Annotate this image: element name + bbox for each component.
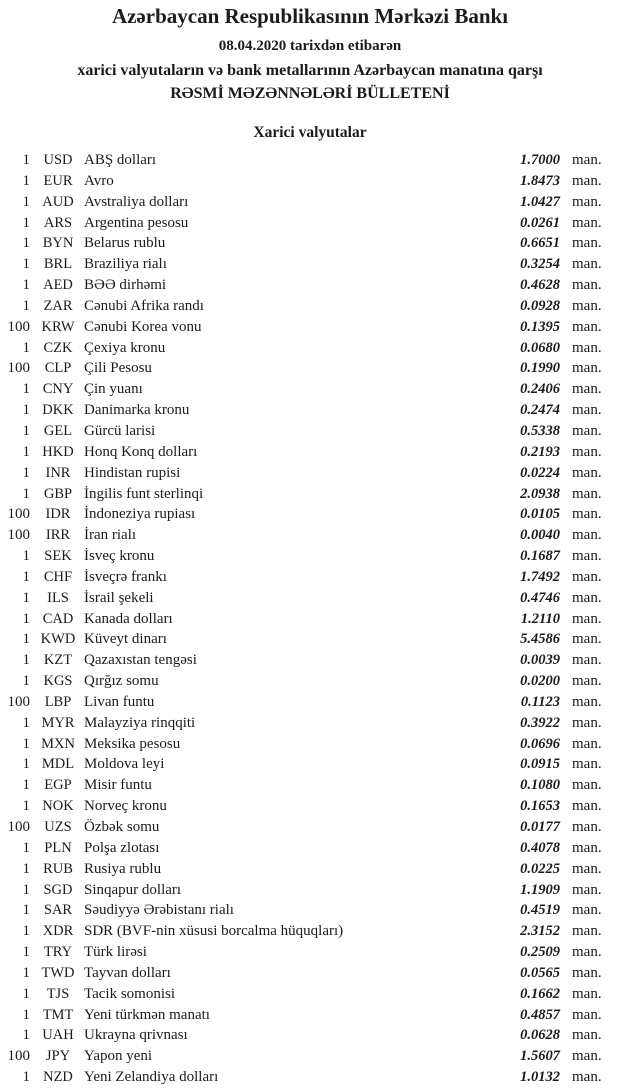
rate-row [0, 713, 620, 734]
rate-row [0, 754, 620, 775]
currency-name: Braziliya rialı [84, 256, 167, 273]
currency-code: CHF [43, 568, 73, 585]
currency-nominal: 100 [7, 360, 30, 377]
manat-unit-label: man. [572, 902, 602, 919]
rate-value: 0.0680 [520, 339, 560, 356]
rate-value: 0.0261 [520, 214, 560, 231]
currency-code: MXN [41, 735, 75, 752]
currency-nominal: 1 [22, 1069, 30, 1086]
manat-unit-label: man. [572, 819, 602, 835]
rate-value: 0.0915 [520, 756, 560, 773]
currency-nominal: 1 [22, 214, 30, 231]
currency-name: Tacik somonisi [84, 985, 176, 1002]
manat-unit-label: man. [572, 339, 602, 356]
manat-unit-label: man. [572, 568, 602, 585]
manat-unit-label: man. [572, 527, 602, 544]
rate-row [0, 442, 620, 463]
currency-name: İran rialı [84, 527, 137, 544]
currency-code: IDR [45, 506, 71, 523]
document-header [0, 0, 620, 103]
manat-unit-label: man. [572, 693, 602, 710]
currency-code: HKD [42, 443, 74, 460]
currency-nominal: 100 [7, 819, 30, 835]
currency-code: MDL [41, 756, 75, 773]
rate-value: 0.1395 [520, 318, 560, 335]
manat-unit-label: man. [572, 631, 602, 648]
rate-value: 0.4857 [520, 1006, 560, 1023]
currency-code: AED [43, 277, 73, 294]
currency-nominal: 100 [7, 506, 30, 523]
currency-code: IRR [45, 527, 71, 544]
manat-unit-label: man. [572, 506, 602, 523]
rate-row [0, 504, 620, 525]
currency-name: Rusiya rublu [84, 860, 162, 877]
currency-name: Qırğız somu [84, 673, 159, 690]
currency-name: SDR (BVF-nin xüsusi borcalma hüquqları) [84, 923, 344, 940]
rate-row [0, 150, 620, 171]
rate-value: 0.4746 [520, 589, 560, 606]
currency-name: Sinqapur dolları [84, 881, 182, 898]
currency-name: Çili Pesosu [84, 360, 152, 377]
currency-code: RUB [43, 860, 73, 877]
currency-name: Avro [84, 172, 114, 189]
currency-name: Argentina pesosu [84, 214, 189, 231]
currency-name: Çin yuanı [84, 381, 143, 398]
currency-nominal: 100 [7, 1048, 30, 1065]
currency-name: Norveç kronu [84, 798, 167, 815]
rate-row [0, 942, 620, 963]
section-title-foreign-currencies: Xarici valyutalar [253, 124, 367, 141]
currency-code: CLP [44, 360, 72, 377]
currency-name: Türk lirəsi [84, 944, 147, 961]
currency-nominal: 1 [22, 485, 30, 502]
currency-code: SAR [43, 902, 73, 919]
bank-title: Azərbaycan Respublikasının Mərkəzi Bankı [111, 4, 509, 28]
rate-value: 0.0225 [520, 860, 560, 877]
currency-nominal: 1 [22, 277, 30, 294]
currency-nominal: 1 [22, 756, 30, 773]
rate-row [0, 775, 620, 796]
manat-unit-label: man. [572, 589, 602, 606]
rate-value: 1.7492 [520, 568, 560, 585]
rate-row [0, 1005, 620, 1026]
rate-row [0, 817, 620, 838]
currency-name: ABŞ dolları [84, 152, 157, 168]
rate-value: 0.0696 [520, 735, 560, 752]
rate-row [0, 192, 620, 213]
rate-value: 0.0039 [520, 652, 560, 669]
currency-code: TWD [41, 964, 75, 981]
manat-unit-label: man. [572, 464, 602, 481]
rate-row [0, 254, 620, 275]
manat-unit-label: man. [572, 318, 602, 335]
currency-name: Tayvan dolları [84, 964, 171, 981]
currency-nominal: 1 [22, 881, 30, 898]
currency-name: Səudiyyə Ərəbistanı rialı [84, 902, 234, 919]
manat-unit-label: man. [572, 277, 602, 294]
rate-value: 0.2509 [520, 944, 560, 961]
rate-value: 0.6651 [520, 235, 560, 252]
rate-value: 0.4078 [520, 839, 560, 856]
manat-unit-label: man. [572, 193, 602, 210]
currency-name: Meksika pesosu [84, 735, 181, 752]
currency-code: USD [43, 152, 73, 168]
currency-code: CNY [42, 381, 74, 398]
manat-unit-label: man. [572, 923, 602, 940]
rate-value: 0.0040 [520, 527, 560, 544]
currency-name: BƏƏ dirhəmi [84, 277, 167, 294]
manat-unit-label: man. [572, 152, 602, 168]
rate-row [0, 546, 620, 567]
currency-name: İsrail şekeli [84, 589, 154, 606]
manat-unit-label: man. [572, 756, 602, 773]
currency-code: ZAR [43, 297, 73, 314]
currency-code: KZT [43, 652, 73, 669]
rate-row [0, 838, 620, 859]
rate-row [0, 880, 620, 901]
currency-name: Özbək somu [84, 819, 160, 835]
currency-name: Gürcü larisi [84, 422, 156, 439]
manat-unit-label: man. [572, 360, 602, 377]
currency-code: UZS [44, 819, 72, 835]
currency-code: NOK [42, 798, 74, 815]
currency-nominal: 1 [22, 443, 30, 460]
currency-name: Danimarka kronu [84, 402, 190, 419]
rate-row [0, 1046, 620, 1067]
currency-nominal: 1 [22, 631, 30, 648]
rate-value: 0.3922 [520, 714, 560, 731]
manat-unit-label: man. [572, 839, 602, 856]
manat-unit-label: man. [572, 548, 602, 565]
rate-value: 0.4519 [520, 902, 560, 919]
rate-row [0, 275, 620, 296]
rate-value: 1.0427 [520, 193, 560, 210]
currency-code: BYN [42, 235, 74, 252]
manat-unit-label: man. [572, 443, 602, 460]
currency-nominal: 100 [7, 318, 30, 335]
currency-code: JPY [45, 1048, 71, 1065]
manat-unit-label: man. [572, 735, 602, 752]
manat-unit-label: man. [572, 214, 602, 231]
rate-value: 1.0132 [520, 1069, 560, 1086]
manat-unit-label: man. [572, 172, 602, 189]
rate-value: 0.0565 [520, 964, 560, 981]
currency-name: Yapon yeni [84, 1048, 153, 1065]
currency-nominal: 1 [22, 172, 30, 189]
rate-value: 2.3152 [520, 923, 560, 940]
currency-nominal: 1 [22, 464, 30, 481]
rate-row [0, 609, 620, 630]
rate-row [0, 650, 620, 671]
currency-name: İsveç kronu [84, 548, 155, 565]
currency-name: Honq Konq dolları [84, 443, 198, 460]
currency-code: KRW [41, 318, 75, 335]
rate-row [0, 859, 620, 880]
currency-code: XDR [42, 923, 74, 940]
currency-name: Qazaxıstan tengəsi [84, 652, 197, 669]
currency-code: UAH [42, 1027, 74, 1044]
manat-unit-label: man. [572, 714, 602, 731]
rate-row [0, 400, 620, 421]
currency-code: TJS [46, 985, 70, 1002]
currency-code: EGP [44, 777, 72, 794]
currency-nominal: 1 [22, 193, 30, 210]
currency-name: Polşa zlotası [84, 839, 160, 856]
document-subtitle: xarici valyutaların və bank metallarının Azərbaycan manatına qarşı [77, 62, 543, 79]
rate-value: 0.4628 [520, 277, 560, 294]
rate-value: 0.1653 [520, 798, 560, 815]
rate-value: 0.2406 [520, 381, 560, 398]
currency-name: İndoneziya rupiası [84, 506, 196, 523]
currency-nominal: 1 [22, 297, 30, 314]
rate-row [0, 1067, 620, 1088]
currency-nominal: 1 [22, 339, 30, 356]
effective-date-line: 08.04.2020 tarixdən etibarən [218, 38, 402, 54]
rate-value: 0.2193 [520, 443, 560, 460]
currency-name: Misir funtu [84, 777, 152, 794]
rate-value: 0.0224 [520, 464, 560, 481]
rate-row [0, 317, 620, 338]
rate-value: 1.1909 [520, 881, 560, 898]
currency-code: CZK [43, 339, 73, 356]
manat-unit-label: man. [572, 964, 602, 981]
currency-nominal: 1 [22, 610, 30, 627]
rate-value: 0.1662 [520, 985, 560, 1002]
currency-code: DKK [42, 402, 74, 419]
manat-unit-label: man. [572, 1069, 602, 1086]
rate-row [0, 734, 620, 755]
currency-nominal: 1 [22, 1027, 30, 1044]
manat-unit-label: man. [572, 381, 602, 398]
currency-nominal: 1 [22, 256, 30, 273]
manat-unit-label: man. [572, 235, 602, 252]
rate-row [0, 463, 620, 484]
currency-name: Çexiya kronu [84, 339, 166, 356]
manat-unit-label: man. [572, 881, 602, 898]
currency-nominal: 100 [7, 693, 30, 710]
manat-unit-label: man. [572, 985, 602, 1002]
rate-value: 0.1990 [520, 360, 560, 377]
rate-row [0, 588, 620, 609]
rate-row [0, 692, 620, 713]
currency-code: TMT [42, 1006, 74, 1023]
currency-code: TRY [43, 944, 73, 961]
currency-name: Malayziya rinqqiti [84, 714, 196, 731]
currency-code: SGD [43, 881, 73, 898]
rate-value: 0.0200 [520, 673, 560, 690]
rate-row [0, 963, 620, 984]
manat-unit-label: man. [572, 402, 602, 419]
rate-value: 5.4586 [520, 631, 560, 648]
rate-row [0, 567, 620, 588]
manat-unit-label: man. [572, 860, 602, 877]
rate-row [0, 171, 620, 192]
rate-row [0, 338, 620, 359]
rate-value: 0.1123 [520, 693, 560, 710]
rate-value: 2.0938 [520, 485, 560, 502]
currency-code: AUD [42, 193, 74, 210]
currency-nominal: 1 [22, 422, 30, 439]
currency-nominal: 100 [7, 527, 30, 544]
manat-unit-label: man. [572, 256, 602, 273]
currency-nominal: 1 [22, 839, 30, 856]
manat-unit-label: man. [572, 1027, 602, 1044]
currency-name: Moldova leyi [84, 756, 165, 773]
manat-unit-label: man. [572, 485, 602, 502]
currency-code: KWD [40, 631, 76, 648]
rate-row [0, 1025, 620, 1046]
rate-row [0, 358, 620, 379]
currency-code: ARS [43, 214, 73, 231]
rate-row [0, 213, 620, 234]
rate-row [0, 796, 620, 817]
rate-value: 0.0177 [520, 819, 560, 835]
currency-nominal: 1 [22, 944, 30, 961]
currency-nominal: 1 [22, 714, 30, 731]
currency-name: Yeni türkmən manatı [84, 1006, 210, 1023]
currency-nominal: 1 [22, 381, 30, 398]
currency-code: ILS [47, 589, 69, 606]
currency-code: KGS [43, 673, 73, 690]
rate-row [0, 379, 620, 400]
currency-nominal: 1 [22, 402, 30, 419]
currency-code: NZD [43, 1069, 73, 1086]
currency-nominal: 1 [22, 985, 30, 1002]
currency-nominal: 1 [22, 589, 30, 606]
rate-value: 1.8473 [520, 172, 560, 189]
currency-nominal: 1 [22, 964, 30, 981]
manat-unit-label: man. [572, 297, 602, 314]
rate-row [0, 984, 620, 1005]
currency-name: Kanada dolları [84, 610, 173, 627]
rate-row [0, 296, 620, 317]
rate-value: 0.3254 [520, 256, 560, 273]
currency-name: Yeni Zelandiya dolları [84, 1069, 219, 1086]
currency-name: Ukrayna qrivnası [84, 1027, 188, 1044]
rate-value: 0.0928 [520, 297, 560, 314]
currency-code: SEK [44, 548, 72, 565]
manat-unit-label: man. [572, 610, 602, 627]
rate-value: 1.5607 [520, 1048, 560, 1065]
rate-value: 0.1687 [520, 548, 560, 565]
rate-value: 1.2110 [520, 610, 560, 627]
bulletin-title: RƏSMİ MƏZƏNNƏLƏRİ BÜLLETENİ [170, 85, 450, 102]
manat-unit-label: man. [572, 777, 602, 794]
currency-nominal: 1 [22, 860, 30, 877]
currency-name: Hindistan rupisi [84, 464, 181, 481]
rate-row [0, 484, 620, 505]
currency-nominal: 1 [22, 777, 30, 794]
currency-code: PLN [44, 839, 72, 856]
currency-nominal: 1 [22, 902, 30, 919]
rate-row [0, 629, 620, 650]
rate-row [0, 525, 620, 546]
rate-value: 0.0105 [520, 506, 560, 523]
currency-name: Belarus rublu [84, 235, 166, 252]
currency-code: GBP [43, 485, 73, 502]
manat-unit-label: man. [572, 422, 602, 439]
manat-unit-label: man. [572, 673, 602, 690]
currency-code: INR [45, 464, 71, 481]
currency-code: CAD [42, 610, 74, 627]
rate-row [0, 671, 620, 692]
manat-unit-label: man. [572, 798, 602, 815]
currency-name: İngilis funt sterlinqi [84, 485, 204, 502]
rate-row [0, 921, 620, 942]
currency-code: GEL [43, 422, 73, 439]
manat-unit-label: man. [572, 944, 602, 961]
currency-nominal: 1 [22, 548, 30, 565]
manat-unit-label: man. [572, 652, 602, 669]
currency-nominal: 1 [22, 735, 30, 752]
manat-unit-label: man. [572, 1048, 602, 1065]
rate-row [0, 421, 620, 442]
currency-nominal: 1 [22, 923, 30, 940]
currency-nominal: 1 [22, 1006, 30, 1023]
currency-nominal: 1 [22, 568, 30, 585]
currency-code: EUR [43, 172, 73, 189]
currency-nominal: 1 [22, 798, 30, 815]
currency-name: Cənubi Afrika randı [84, 297, 204, 314]
currency-nominal: 1 [22, 652, 30, 669]
currency-code: MYR [41, 714, 75, 731]
currency-name: Cənubi Korea vonu [84, 318, 202, 335]
rate-row [0, 900, 620, 921]
currency-nominal: 1 [22, 235, 30, 252]
rate-value: 0.0628 [520, 1027, 560, 1044]
currency-code: BRL [43, 256, 73, 273]
currency-code: LBP [44, 693, 72, 710]
currency-name: Avstraliya dolları [84, 193, 189, 210]
rates-table [0, 150, 620, 1088]
currency-nominal: 1 [22, 152, 30, 168]
rate-value: 0.2474 [520, 402, 560, 419]
rate-value: 1.7000 [520, 152, 560, 168]
currency-name: İsveçrə frankı [84, 568, 167, 585]
manat-unit-label: man. [572, 1006, 602, 1023]
rate-row [0, 233, 620, 254]
rate-value: 0.5338 [520, 422, 560, 439]
currency-name: Livan funtu [84, 693, 155, 710]
rate-value: 0.1080 [520, 777, 560, 794]
currency-name: Küveyt dinarı [84, 631, 167, 648]
currency-nominal: 1 [22, 673, 30, 690]
